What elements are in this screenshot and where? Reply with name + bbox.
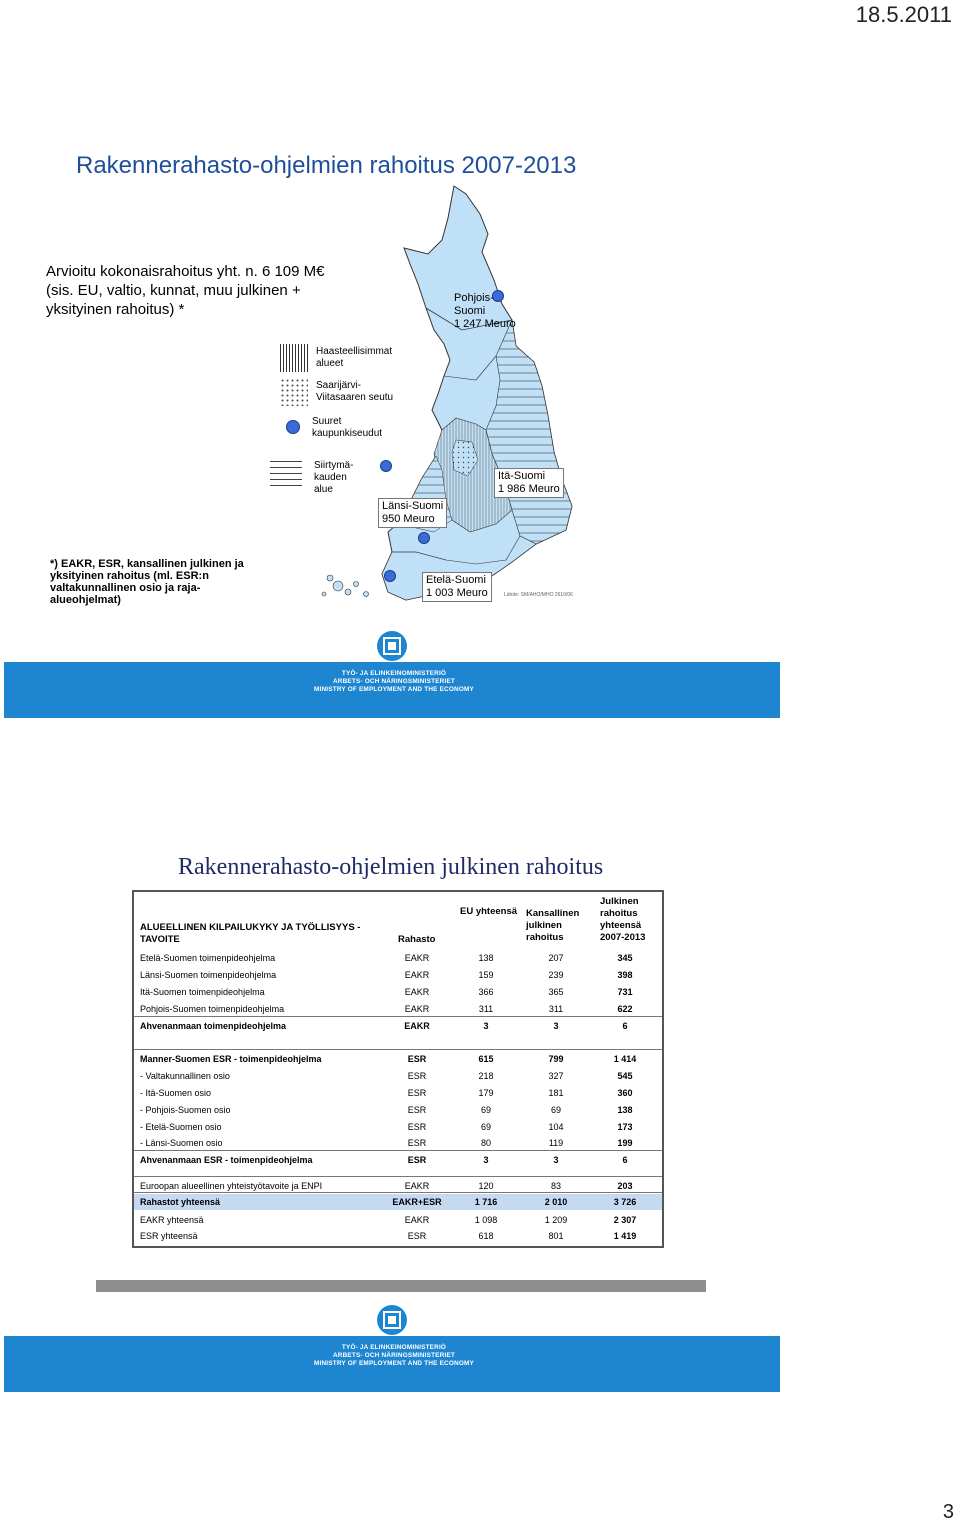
region-value-pohjois: 1 247 Meuro bbox=[454, 318, 516, 330]
cell-total: 2 307 bbox=[613, 1215, 637, 1225]
cell-nat: 327 bbox=[548, 1071, 564, 1081]
cell-fund: EAKR bbox=[404, 953, 430, 963]
region-value-etela: 1 003 Meuro bbox=[426, 587, 488, 599]
legend-saarijarvi-swatch bbox=[280, 378, 308, 406]
cell-nat: 3 bbox=[553, 1155, 559, 1165]
cell-eu: 179 bbox=[478, 1088, 494, 1098]
row-separator bbox=[134, 1016, 662, 1017]
cell-eu: 159 bbox=[478, 970, 494, 980]
cell-fund: ESR bbox=[407, 1122, 427, 1132]
cell-nat: 181 bbox=[548, 1088, 564, 1098]
table-row bbox=[134, 1152, 662, 1168]
table-row bbox=[134, 1119, 662, 1135]
slide-public-funding-table bbox=[4, 840, 780, 1392]
ministry-logo-icon bbox=[374, 1302, 410, 1338]
legend-challenging-swatch bbox=[280, 344, 308, 372]
cell-name: Manner-Suomen ESR - toimenpideohjelma bbox=[140, 1054, 322, 1064]
cell-eu: 120 bbox=[478, 1181, 494, 1191]
region-name-lansi: Länsi-Suomi bbox=[382, 500, 444, 512]
region-label-etela bbox=[422, 572, 492, 602]
cell-total: 173 bbox=[617, 1122, 633, 1132]
region-label-lansi bbox=[378, 498, 447, 528]
row-separator bbox=[134, 1049, 662, 1050]
ministry-name-sv: ARBETS- OCH NÄRINGSMINISTERIET bbox=[332, 678, 456, 685]
slide1-title: Rakennerahasto-ohjelmien rahoitus 2007-2013 bbox=[76, 152, 577, 179]
footnote: *) EAKR, ESR, kansallinen julkinen ja yksityinen rahoitus (ml. ESR:n valtakunnallinen osio ja raja-alueohjelmat) bbox=[50, 558, 244, 606]
map-source: Lähde: SM/AHO/MHO 2610/06 bbox=[504, 592, 573, 598]
page-date: 18.5.2011 bbox=[855, 2, 952, 27]
cell-name: Ahvenanmaan ESR - toimenpideohjelma bbox=[140, 1155, 313, 1165]
cell-nat: 365 bbox=[548, 987, 564, 997]
total-funding-line2: (sis. EU, valtio, kunnat, muu julkinen + bbox=[46, 282, 301, 299]
slide2-title: Rakennerahasto-ohjelmien julkinen rahoitus bbox=[178, 854, 604, 880]
cell-fund: ESR bbox=[407, 1231, 427, 1241]
cell-fund: EAKR bbox=[404, 1181, 430, 1191]
cell-total: 345 bbox=[617, 953, 633, 963]
funding-table bbox=[132, 890, 664, 1248]
region-value-lansi: 950 Meuro bbox=[382, 513, 435, 525]
cell-fund: ESR bbox=[407, 1071, 427, 1081]
ministry-name-en: MINISTRY OF EMPLOYMENT AND THE ECONOMY bbox=[313, 1360, 475, 1367]
table-row bbox=[134, 1068, 662, 1084]
row-separator bbox=[134, 1176, 662, 1177]
cell-eu: 218 bbox=[478, 1071, 494, 1081]
cell-fund: EAKR bbox=[404, 987, 430, 997]
cell-name: Länsi-Suomen toimenpideohjelma bbox=[140, 970, 277, 980]
ministry-name-en: MINISTRY OF EMPLOYMENT AND THE ECONOMY bbox=[313, 686, 475, 693]
cell-fund: EAKR bbox=[404, 1021, 430, 1031]
cell-total: 731 bbox=[617, 987, 633, 997]
cell-nat: 119 bbox=[548, 1138, 564, 1148]
cell-total: 1 419 bbox=[613, 1231, 637, 1241]
cell-name: Rahastot yhteensä bbox=[140, 1197, 221, 1207]
cell-nat: 2 010 bbox=[544, 1197, 568, 1207]
cell-eu: 618 bbox=[478, 1231, 494, 1241]
cell-fund: EAKR bbox=[404, 970, 430, 980]
region-label-pohjois bbox=[454, 292, 524, 331]
header-national: Kansallinen julkinen rahoitus bbox=[526, 908, 580, 943]
cell-eu: 1 098 bbox=[474, 1215, 498, 1225]
table-row bbox=[134, 1212, 662, 1228]
cell-name: - Etelä-Suomen osio bbox=[140, 1122, 222, 1132]
ministry-name-fi: TYÖ- JA ELINKEINOMINISTERIÖ bbox=[341, 670, 447, 677]
cell-name: Ahvenanmaan toimenpideohjelma bbox=[140, 1021, 287, 1031]
table-row bbox=[134, 1051, 662, 1067]
header-section: ALUEELLINEN KILPAILUKYKY JA TYÖLLISYYS - TAVOITE bbox=[140, 922, 361, 945]
table-row bbox=[134, 1194, 662, 1210]
cell-nat: 799 bbox=[548, 1054, 564, 1064]
cell-total: 203 bbox=[617, 1181, 633, 1191]
page-number: 3 bbox=[942, 1501, 954, 1523]
ministry-banner-2 bbox=[4, 1300, 780, 1392]
region-label-ita bbox=[494, 468, 564, 498]
cell-name: Etelä-Suomen toimenpideohjelma bbox=[140, 953, 276, 963]
header-eu: EU yhteensä bbox=[460, 906, 518, 917]
cell-name: ESR yhteensä bbox=[140, 1231, 198, 1241]
cell-name: - Pohjois-Suomen osio bbox=[140, 1105, 231, 1115]
cell-nat: 311 bbox=[548, 1004, 564, 1014]
cell-nat: 1 209 bbox=[544, 1215, 568, 1225]
cell-fund: ESR bbox=[407, 1105, 427, 1115]
table-row bbox=[134, 967, 662, 983]
legend-challenging-label: Haasteellisimmat alueet bbox=[316, 346, 393, 369]
ministry-name-fi: TYÖ- JA ELINKEINOMINISTERIÖ bbox=[341, 1344, 447, 1351]
cell-eu: 1 716 bbox=[474, 1197, 498, 1207]
cell-nat: 83 bbox=[550, 1181, 561, 1191]
region-name-ita: Itä-Suomi bbox=[498, 470, 546, 482]
cell-fund: ESR bbox=[407, 1155, 427, 1165]
row-separator bbox=[134, 1150, 662, 1151]
row-separator bbox=[134, 1192, 662, 1193]
cell-eu: 311 bbox=[478, 1004, 494, 1014]
table-row bbox=[134, 984, 662, 1000]
table-row bbox=[134, 1085, 662, 1101]
cell-nat: 801 bbox=[548, 1231, 564, 1241]
header-total: Julkinen rahoitus yhteensä 2007-2013 bbox=[600, 896, 646, 943]
total-funding-line3: yksityinen rahoitus) * bbox=[46, 301, 185, 318]
legend-city-icon bbox=[286, 420, 300, 434]
cell-fund: ESR bbox=[407, 1138, 427, 1148]
cell-eu: 69 bbox=[480, 1122, 491, 1132]
cell-eu: 3 bbox=[483, 1155, 489, 1165]
cell-name: Euroopan alueellinen yhteistyötavoite ja ENPI bbox=[140, 1181, 323, 1191]
cell-fund: ESR bbox=[407, 1054, 427, 1064]
table-row bbox=[134, 950, 662, 966]
cell-total: 138 bbox=[617, 1105, 633, 1115]
cell-eu: 3 bbox=[483, 1021, 489, 1031]
cell-name: - Itä-Suomen osio bbox=[140, 1088, 212, 1098]
cell-name: - Valtakunnallinen osio bbox=[140, 1071, 230, 1081]
region-value-ita: 1 986 Meuro bbox=[498, 483, 560, 495]
slide-funding-map bbox=[4, 120, 780, 718]
legend-saarijarvi-label: Saarijärvi-Viitasaaren seutu bbox=[316, 380, 394, 403]
cell-name: EAKR yhteensä bbox=[140, 1215, 204, 1225]
region-name-pohjois: Pohjois-Suomi bbox=[454, 292, 494, 317]
cell-nat: 239 bbox=[548, 970, 564, 980]
table-row bbox=[134, 1102, 662, 1118]
legend-transition-swatch bbox=[270, 458, 302, 486]
cell-total: 6 bbox=[622, 1021, 628, 1031]
cell-total: 398 bbox=[617, 970, 633, 980]
cell-total: 3 726 bbox=[613, 1197, 637, 1207]
cell-fund: EAKR bbox=[404, 1215, 430, 1225]
region-name-etela: Etelä-Suomi bbox=[426, 574, 486, 586]
table-row bbox=[134, 1228, 662, 1244]
cell-name: Pohjois-Suomen toimenpideohjelma bbox=[140, 1004, 285, 1014]
cell-total: 6 bbox=[622, 1155, 628, 1165]
cell-fund: ESR bbox=[407, 1088, 427, 1098]
cell-total: 360 bbox=[617, 1088, 633, 1098]
cell-eu: 138 bbox=[478, 953, 494, 963]
cell-fund: EAKR+ESR bbox=[392, 1197, 442, 1207]
grey-divider bbox=[96, 1280, 706, 1292]
cell-eu: 615 bbox=[478, 1054, 494, 1064]
ministry-banner bbox=[4, 626, 780, 718]
cell-total: 545 bbox=[617, 1071, 633, 1081]
cell-eu: 69 bbox=[480, 1105, 491, 1115]
table-row bbox=[134, 1018, 662, 1034]
cell-total: 622 bbox=[617, 1004, 633, 1014]
ministry-logo-icon bbox=[374, 628, 410, 664]
table-row bbox=[134, 1135, 662, 1151]
cell-name: - Länsi-Suomen osio bbox=[140, 1138, 223, 1148]
legend-transition-label: Siirtymä-kauden alue bbox=[314, 460, 354, 495]
cell-nat: 104 bbox=[548, 1122, 564, 1132]
ministry-name-sv: ARBETS- OCH NÄRINGSMINISTERIET bbox=[332, 1352, 456, 1359]
cell-nat: 207 bbox=[548, 953, 564, 963]
cell-eu: 80 bbox=[480, 1138, 491, 1148]
total-funding-line1: Arvioitu kokonaisrahoitus yht. n. 6 109 M€ bbox=[46, 263, 325, 280]
cell-fund: EAKR bbox=[404, 1004, 430, 1014]
cell-total: 199 bbox=[617, 1138, 633, 1148]
cell-name: Itä-Suomen toimenpideohjelma bbox=[140, 987, 265, 997]
table-row bbox=[134, 1001, 662, 1017]
cell-total: 1 414 bbox=[613, 1054, 637, 1064]
cell-nat: 3 bbox=[553, 1021, 559, 1031]
cell-nat: 69 bbox=[550, 1105, 561, 1115]
cell-eu: 366 bbox=[478, 987, 494, 997]
header-fund: Rahasto bbox=[398, 934, 436, 945]
legend-cities-label: Suuret kaupunkiseudut bbox=[312, 416, 383, 439]
